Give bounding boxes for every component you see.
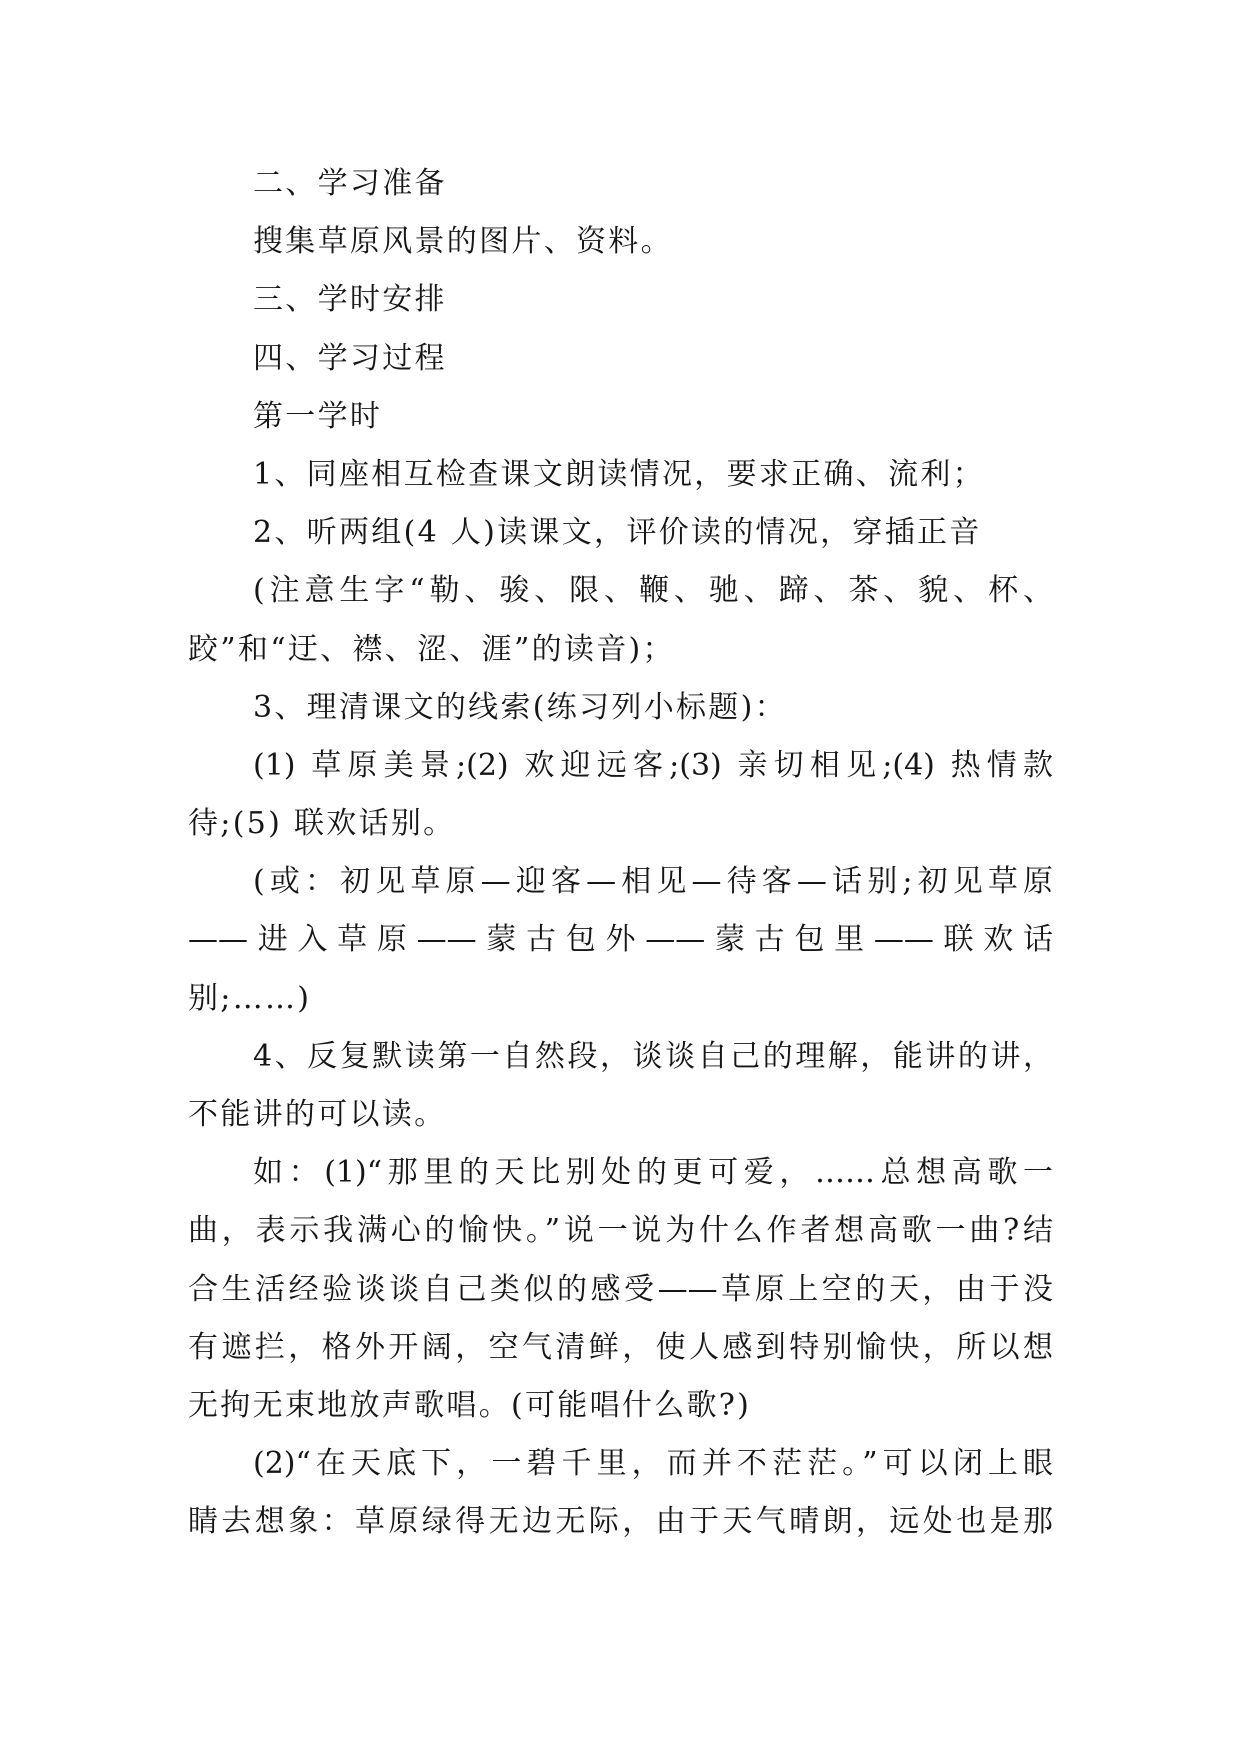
document-body bbox=[188, 155, 1053, 1552]
paragraph-line: 4、反复默读第一自然段，谈谈自己的理解，能讲的讲， bbox=[253, 1038, 1053, 1074]
paragraph-line: 3、理清课文的线索(练习列小标题)： bbox=[253, 689, 787, 725]
paragraph bbox=[188, 446, 1053, 504]
paragraph bbox=[188, 1144, 1053, 1435]
paragraph-line: 合生活经验谈谈自己类似的感受——草原上空的天，由于没 bbox=[188, 1271, 1053, 1307]
paragraph-line: 不能讲的可以读。 bbox=[188, 1097, 447, 1132]
paragraph bbox=[188, 330, 1053, 388]
paragraph bbox=[188, 1028, 1053, 1144]
paragraph-line: 有遮拦，格外开阔，空气清鲜，使人感到特别愉快，所以想 bbox=[188, 1329, 1053, 1365]
paragraph bbox=[188, 679, 1053, 737]
paragraph-line: 无拘无束地放声歌唱。(可能唱什么歌?) bbox=[188, 1387, 752, 1423]
paragraph-line: 跤”和“迂、襟、涩、涯”的读音)； bbox=[188, 631, 675, 667]
section-heading: 二、学习准备 bbox=[253, 166, 447, 201]
paragraph bbox=[188, 504, 1053, 562]
paragraph-line: 1、同座相互检查课文朗读情况，要求正确、流利； bbox=[253, 456, 985, 492]
paragraph-line: (2)“在天底下，一碧千里，而并不茫茫。”可以闭上眼 bbox=[253, 1446, 1053, 1482]
paragraph-line: ——进入草原——蒙古包外——蒙古包里——联欢话 bbox=[188, 922, 1053, 958]
paragraph bbox=[188, 271, 1053, 329]
paragraph bbox=[188, 213, 1053, 271]
paragraph bbox=[188, 388, 1053, 446]
paragraph bbox=[188, 737, 1053, 853]
paragraph bbox=[188, 1435, 1053, 1551]
paragraph-line: 曲，表示我满心的愉快。”说一说为什么作者想高歌一曲?结 bbox=[188, 1213, 1053, 1249]
paragraph-line: (注意生字“勒、骏、限、鞭、驰、蹄、茶、貌、杯、 bbox=[253, 573, 1053, 609]
paragraph bbox=[188, 853, 1053, 1028]
section-heading: 三、学时安排 bbox=[253, 282, 447, 318]
paragraph-line: 待;(5) 联欢话别。 bbox=[188, 806, 456, 842]
paragraph-line: 搜集草原风景的图片、资料。 bbox=[253, 224, 673, 260]
paragraph-line: 如：(1)“那里的天比别处的更可爱，……总想高歌一 bbox=[253, 1155, 1053, 1191]
section-heading: 四、学习过程 bbox=[253, 340, 447, 376]
paragraph bbox=[188, 562, 1053, 678]
paragraph bbox=[188, 155, 1053, 213]
paragraph-line: (或：初见草原—迎客—相见—待客—话别;初见草原 bbox=[253, 864, 1053, 900]
paragraph-line: (1) 草原美景;(2) 欢迎远客;(3) 亲切相见;(4) 热情款 bbox=[253, 747, 1053, 783]
paragraph-line: 睛去想象：草原绿得无边无际，由于天气晴朗，远处也是那 bbox=[188, 1504, 1053, 1540]
lesson-heading: 第一学时 bbox=[253, 398, 383, 434]
paragraph-line: 2、听两组(4 人)读课文，评价读的情况，穿插正音 bbox=[253, 515, 982, 551]
paragraph-line: 别;……) bbox=[188, 980, 312, 1016]
